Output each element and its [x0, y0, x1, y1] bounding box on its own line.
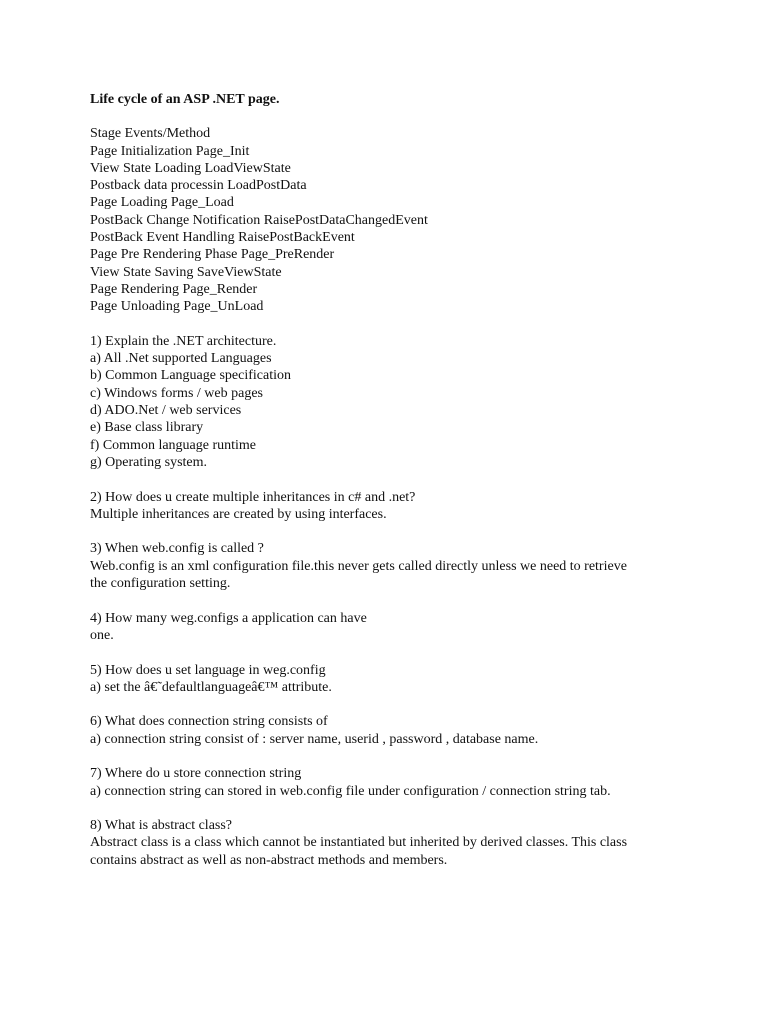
question-text: 3) When web.config is called ? — [90, 541, 264, 557]
lifecycle-item: View State Saving SaveViewState — [90, 264, 282, 280]
question-text: 2) How does u create multiple inheritances in c# and .net? — [90, 489, 416, 505]
lifecycle-item: Stage Events/Method — [90, 126, 211, 142]
answer-item: b) Common Language specification — [90, 368, 291, 384]
answer-item: c) Windows forms / web pages — [90, 385, 263, 401]
question-text: 7) Where do u store connection string — [90, 766, 302, 782]
answer-text: a) connection string consist of : server name, userid , password , database name. — [90, 731, 539, 747]
answer-item: d) ADO.Net / web services — [90, 403, 242, 419]
lifecycle-item: PostBack Event Handling RaisePostBackEvent — [90, 230, 355, 246]
document-title: Life cycle of an ASP .NET page. — [90, 92, 280, 107]
answer-item: a) All .Net supported Languages — [90, 351, 272, 367]
question-6 — [90, 713, 690, 748]
lifecycle-item: Page Pre Rendering Phase Page_PreRender — [90, 247, 335, 263]
answer-text: Abstract class is a class which cannot be instantiated but inherited by derived classes. This class — [90, 835, 628, 851]
lifecycle-item: Page Rendering Page_Render — [90, 281, 258, 297]
answer-item: g) Operating system. — [90, 454, 208, 470]
question-2 — [90, 489, 690, 524]
lifecycle-item: View State Loading LoadViewState — [90, 160, 291, 176]
question-text: 6) What does connection string consists of — [90, 714, 328, 730]
answer-item: e) Base class library — [90, 420, 204, 436]
lifecycle-list — [90, 125, 690, 315]
answer-text: contains abstract as well as non-abstract methods and members. — [90, 852, 448, 868]
question-8 — [90, 817, 690, 869]
answer-text: the configuration setting. — [90, 576, 231, 592]
answer-text: Web.config is an xml configuration file.this never gets called directly unless we need to retrieve — [90, 558, 627, 574]
document-page — [90, 91, 690, 886]
question-text: 4) How many weg.configs a application can have — [90, 610, 367, 626]
lifecycle-item: Page Loading Page_Load — [90, 195, 234, 211]
question-5 — [90, 662, 690, 697]
answer-item: f) Common language runtime — [90, 437, 257, 453]
answer-text: Multiple inheritances are created by using interfaces. — [90, 506, 387, 522]
answer-text: a) connection string can stored in web.config file under configuration / connection string tab. — [90, 783, 611, 799]
lifecycle-item: Postback data processin LoadPostData — [90, 178, 307, 194]
lifecycle-item: Page Initialization Page_Init — [90, 143, 250, 159]
question-text: 8) What is abstract class? — [90, 818, 233, 834]
lifecycle-item: Page Unloading Page_UnLoad — [90, 299, 264, 315]
lifecycle-item: PostBack Change Notification RaisePostDataChangedEvent — [90, 212, 428, 228]
question-3 — [90, 540, 690, 592]
question-text: 5) How does u set language in weg.config — [90, 662, 326, 678]
question-text: 1) Explain the .NET architecture. — [90, 333, 277, 349]
question-4 — [90, 610, 690, 645]
question-7 — [90, 765, 690, 800]
answer-text: one. — [90, 627, 114, 643]
answer-text: a) set the â€˜defaultlanguageâ€™ attribute. — [90, 679, 332, 695]
question-1 — [90, 333, 690, 471]
